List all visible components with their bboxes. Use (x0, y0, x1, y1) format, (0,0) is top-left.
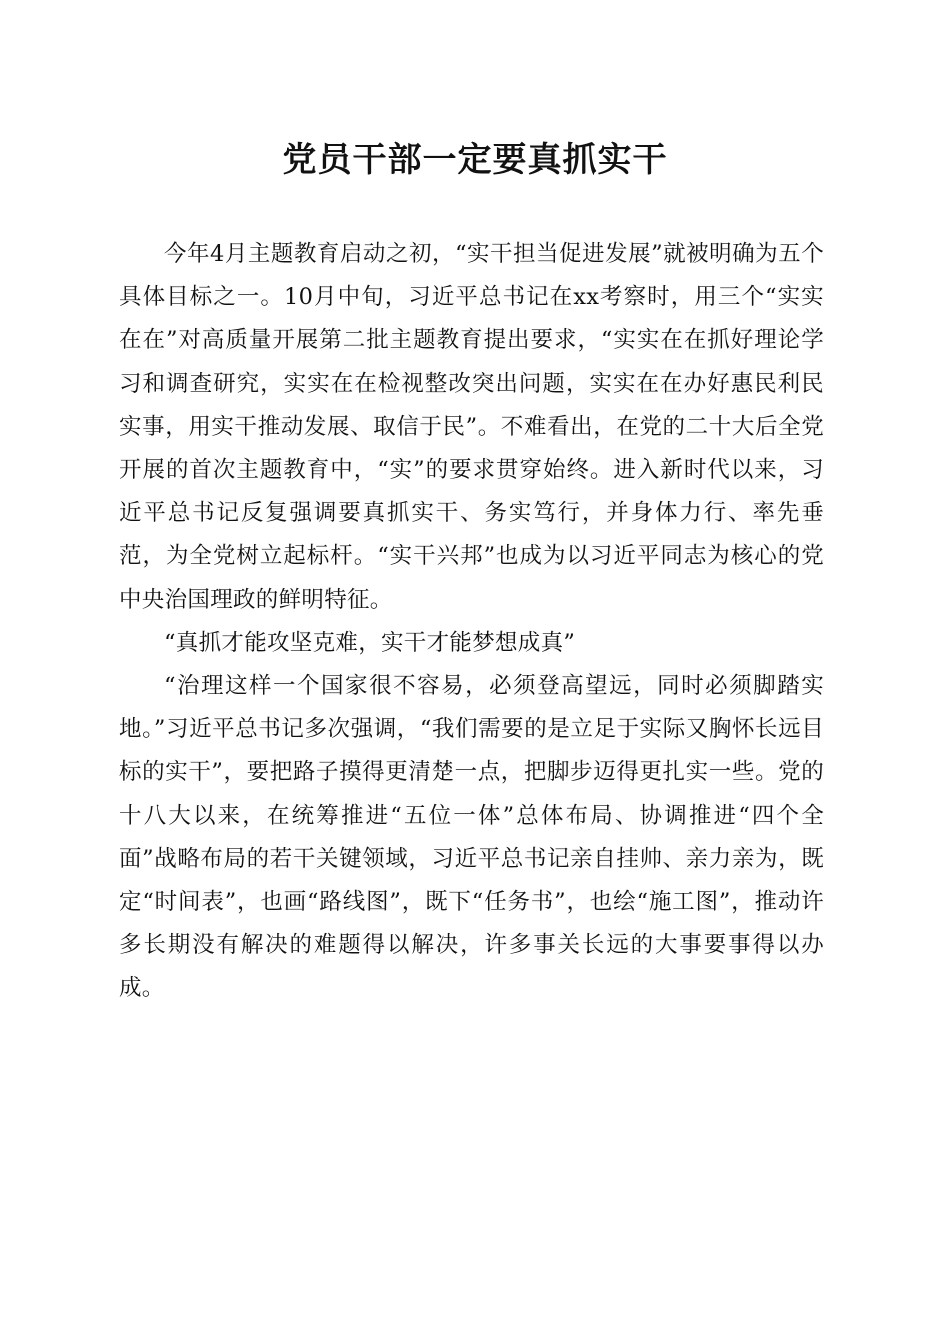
paragraph-intro: 今年4月主题教育启动之初，“实干担当促进发展”就被明确为五个具体目标之一。10月中旬，习近平总书记在xx考察时，用三个“实实在在”对高质量开展第二批主题教育提出要求，“实实在在抓好理论学习和调查研究，实实在在检视整改突出问题，实实在在办好惠民利民实事，用实干推动发展、取信于民”。不难看出，在党的二十大后全党开展的首次主题教育中，“实”的要求贯穿始终。进入新时代以来，习近平总书记反复强调要真抓实干、务实笃行，并身体力行、率先垂范，为全党树立起标杆。“实干兴邦”也成为以习近平同志为核心的党中央治国理政的鲜明特征。 (119, 241, 824, 613)
document-title: 党员干部一定要真抓实干 (282, 140, 668, 180)
paragraph-section-heading: “真抓才能攻坚克难，实干才能梦想成真” (164, 629, 576, 656)
document-body (119, 233, 824, 1011)
paragraph-governance: “治理这样一个国家很不容易，必须登高望远，同时必须脚踏实地。”习近平总书记多次强调，“我们需要的是立足于实际又胸怀长远目标的实干”，要把路子摸得更清楚一点，把脚步迈得更扎实一些。党的十八大以来，在统筹推进“五位一体”总体布局、协调推进“四个全面”战略布局的若干关键领域，习近平总书记亲自挂帅、亲力亲为，既定“时间表”，也画“路线图”，既下“任务书”，也绘“施工图”，推动许多长期没有解决的难题得以解决，许多事关长远的大事要事得以办成。 (119, 673, 824, 1002)
